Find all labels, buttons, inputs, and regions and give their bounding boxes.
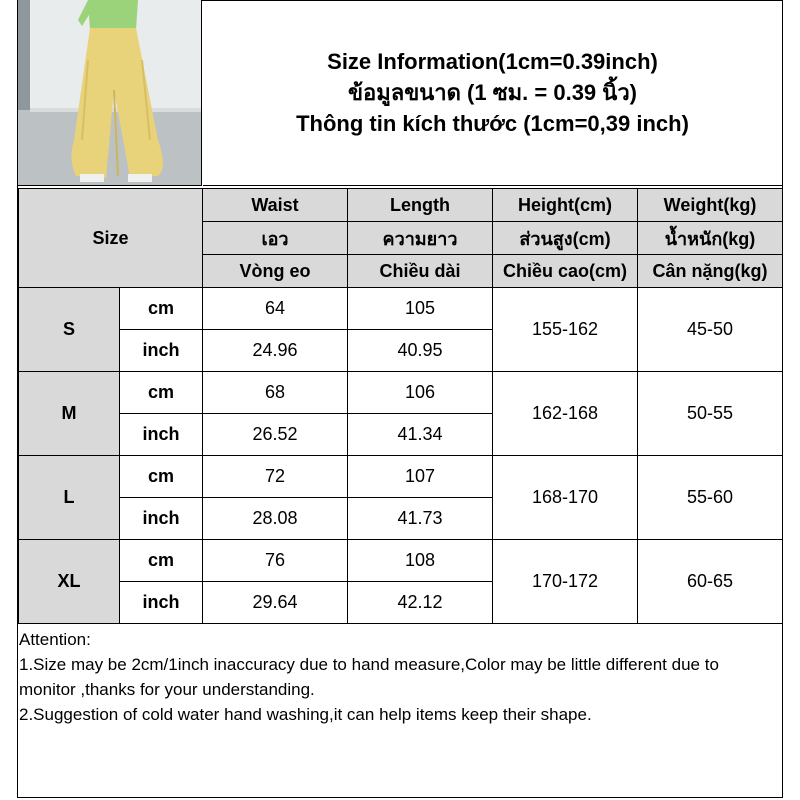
waist-cm-value: 68	[203, 372, 348, 414]
header-weight-vietnamese: Cân nặng(kg)	[638, 255, 783, 288]
product-photo-image	[18, 0, 202, 186]
weight-range: 55-60	[638, 456, 783, 540]
table-row	[19, 288, 783, 330]
title-thai: ข้อมูลขนาด (1 ซม. = 0.39 นิ้ว)	[347, 80, 637, 105]
attention-heading: Attention:	[19, 630, 91, 649]
header-weight: Weight(kg)	[638, 189, 783, 222]
attention-note-2: 2.Suggestion of cold water hand washing,it can help items keep their shape.	[19, 705, 592, 724]
header-weight-thai: น้ำหนัก(kg)	[638, 222, 783, 255]
table-row	[19, 372, 783, 414]
unit-inch-label: inch	[120, 330, 203, 372]
size-label: M	[19, 372, 120, 456]
header-row-english	[19, 189, 783, 222]
table-row	[19, 456, 783, 498]
unit-inch-label: inch	[120, 582, 203, 624]
height-range: 155-162	[493, 288, 638, 372]
product-photo	[18, 0, 202, 186]
weight-range: 50-55	[638, 372, 783, 456]
waist-inch-value: 29.64	[203, 582, 348, 624]
header-waist-thai: เอว	[203, 222, 348, 255]
unit-cm-label: cm	[120, 288, 203, 330]
header-height-vietnamese: Chiều cao(cm)	[493, 255, 638, 288]
unit-cm-label: cm	[120, 456, 203, 498]
length-cm-value: 105	[348, 288, 493, 330]
size-information-title	[203, 0, 782, 186]
size-label: L	[19, 456, 120, 540]
waist-inch-value: 28.08	[203, 498, 348, 540]
length-inch-value: 42.12	[348, 582, 493, 624]
title-english: Size Information(1cm=0.39inch)	[327, 49, 658, 74]
header-length-vietnamese: Chiều dài	[348, 255, 493, 288]
waist-cm-value: 72	[203, 456, 348, 498]
header-waist: Waist	[203, 189, 348, 222]
title-vietnamese: Thông tin kích thước (1cm=0,39 inch)	[296, 111, 689, 136]
unit-cm-label: cm	[120, 540, 203, 582]
length-cm-value: 108	[348, 540, 493, 582]
length-inch-value: 41.34	[348, 414, 493, 456]
header-length-thai: ความยาว	[348, 222, 493, 255]
attention-note-1: 1.Size may be 2cm/1inch inaccuracy due to hand measure,Color may be little different due to monitor ,thanks for your understanding.	[19, 655, 719, 699]
waist-inch-value: 24.96	[203, 330, 348, 372]
weight-range: 60-65	[638, 540, 783, 624]
size-table	[18, 188, 783, 624]
height-range: 170-172	[493, 540, 638, 624]
weight-range: 45-50	[638, 288, 783, 372]
header-waist-vietnamese: Vòng eo	[203, 255, 348, 288]
size-header: Size	[19, 189, 203, 288]
length-inch-value: 40.95	[348, 330, 493, 372]
height-range: 162-168	[493, 372, 638, 456]
unit-inch-label: inch	[120, 414, 203, 456]
header-height-thai: ส่วนสูง(cm)	[493, 222, 638, 255]
unit-cm-label: cm	[120, 372, 203, 414]
attention-notes	[19, 627, 779, 727]
table-row	[19, 540, 783, 582]
size-label: S	[19, 288, 120, 372]
header-height: Height(cm)	[493, 189, 638, 222]
length-inch-value: 41.73	[348, 498, 493, 540]
height-range: 168-170	[493, 456, 638, 540]
header-length: Length	[348, 189, 493, 222]
length-cm-value: 106	[348, 372, 493, 414]
size-label: XL	[19, 540, 120, 624]
waist-cm-value: 64	[203, 288, 348, 330]
waist-cm-value: 76	[203, 540, 348, 582]
unit-inch-label: inch	[120, 498, 203, 540]
length-cm-value: 107	[348, 456, 493, 498]
waist-inch-value: 26.52	[203, 414, 348, 456]
